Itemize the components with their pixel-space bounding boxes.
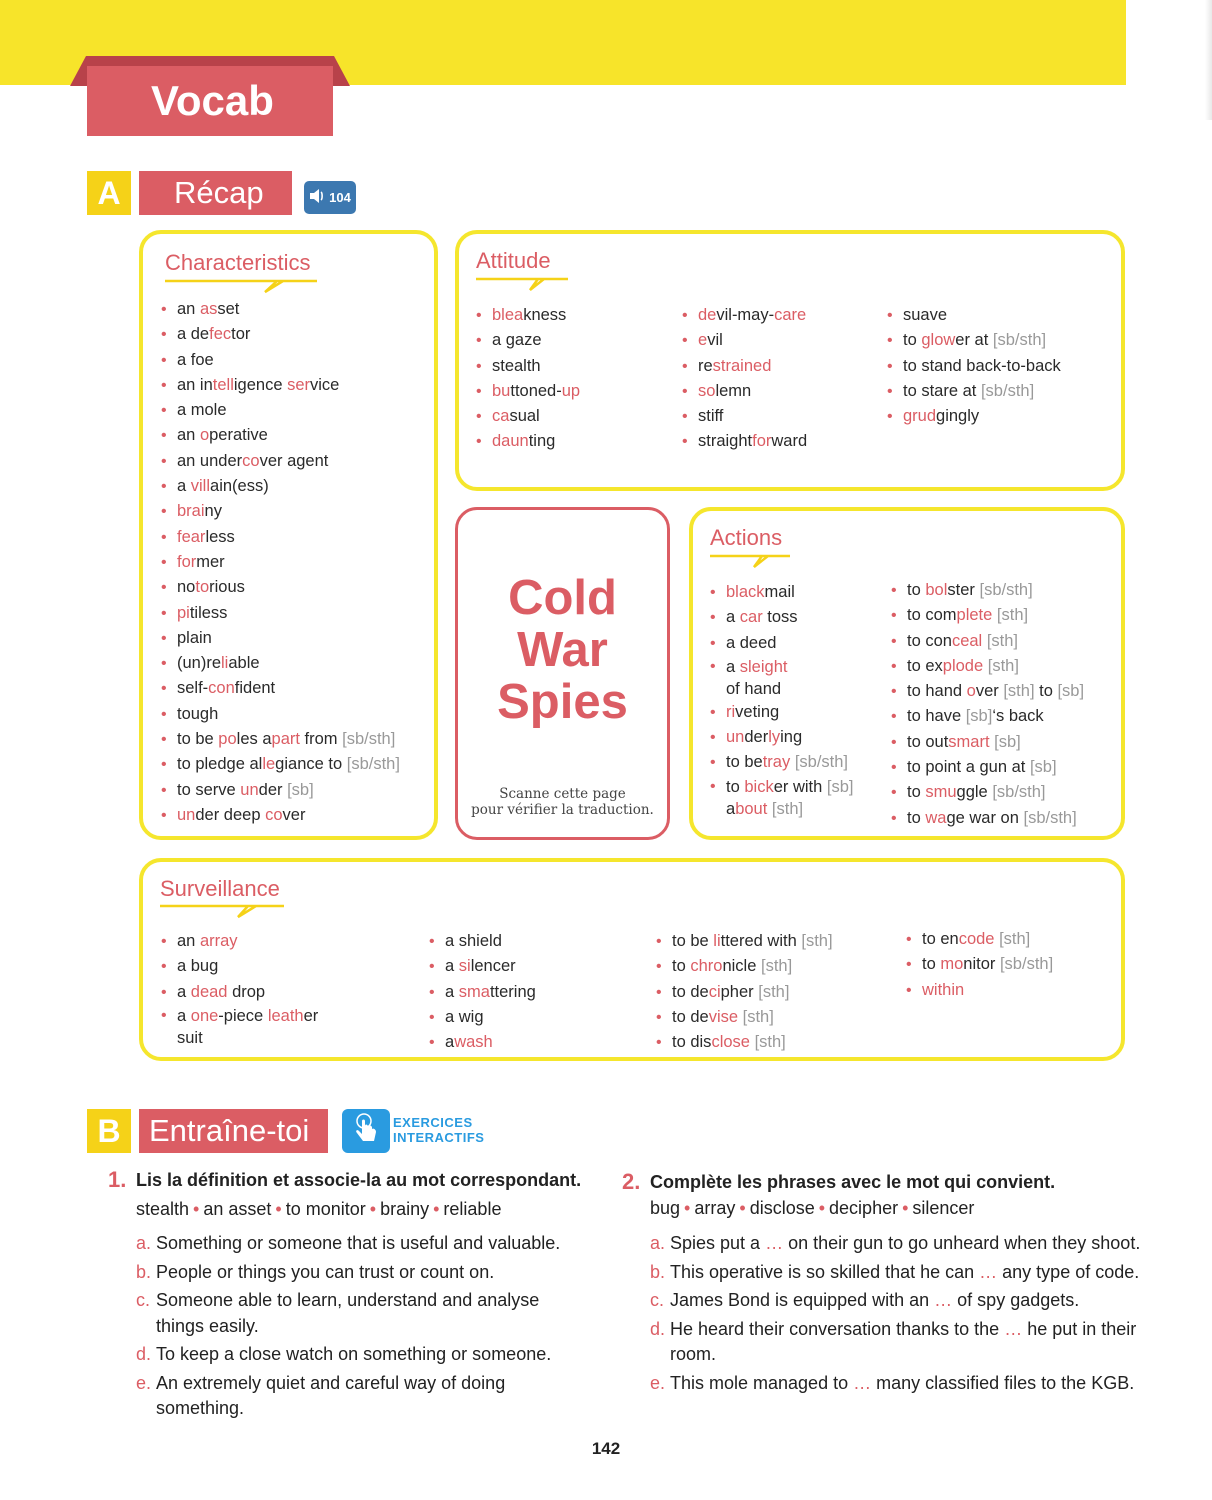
vocab-item: • self-confident: [161, 676, 400, 701]
characteristics-list: [161, 297, 400, 828]
vocab-item: • to pledge allegiance to [sb/sth]: [161, 752, 400, 777]
answer-gap[interactable]: …: [1004, 1318, 1023, 1339]
vocab-item: • to monitor [sb/sth]: [906, 952, 1053, 977]
exercise-1-number: 1.: [108, 1167, 127, 1192]
vocab-item: • to be poles apart from [sb/sth]: [161, 727, 400, 752]
vocab-item: • a one-piece leather suit: [161, 1005, 318, 1049]
vocab-item: • to stand back-to-back: [887, 354, 1061, 379]
attitude-title: Attitude: [476, 248, 551, 273]
word-bank-item: an asset: [203, 1199, 272, 1219]
exercise-item: e. An extremely quiet and careful way of doing something.: [136, 1372, 506, 1418]
answer-gap[interactable]: …: [765, 1233, 784, 1253]
exercise-2-number: 2.: [622, 1169, 641, 1194]
exercise-2-word-bank: bug • array • disclose • decipher • silencer: [650, 1198, 975, 1218]
vocab-item: • former: [161, 550, 400, 575]
actions-title: Actions: [710, 525, 783, 550]
actions-list-col2: [891, 578, 1084, 831]
vocab-item: • pitiless: [161, 601, 400, 626]
exercise-item: b. People or things you can trust or count on.: [136, 1261, 495, 1282]
vocab-item: • to hand over [sth] to [sb]: [891, 679, 1084, 704]
exercise-item: c. Someone able to learn, understand and analyse things easily.: [136, 1290, 540, 1336]
characteristics-underline: [165, 278, 325, 296]
vocab-item: • grudgingly: [887, 404, 1061, 429]
vocab-item: • a deed: [710, 631, 854, 656]
vocab-item: • to outsmart [sb]: [891, 730, 1084, 755]
vocab-item: • to have [sb]‘s back: [891, 704, 1084, 729]
characteristics-title: Characteristics: [165, 250, 311, 275]
vocab-item: • to point a gun at [sb]: [891, 755, 1084, 780]
vocab-item: • an undercover agent: [161, 449, 400, 474]
scan-note-line: Scanne cette page: [499, 786, 626, 802]
word-bank-item: brainy: [380, 1199, 430, 1219]
vocab-item: • straightforward: [682, 429, 807, 454]
vocab-item: • a mole: [161, 398, 400, 423]
page-title: Vocab: [87, 66, 333, 136]
actions-underline: [710, 553, 800, 571]
exercise-item: a. Spies put a … on their gun to go unheard when they shoot.: [650, 1233, 1141, 1253]
vocab-item: • under deep cover: [161, 803, 400, 828]
vocab-item: • to glower at [sb/sth]: [887, 328, 1061, 353]
word-bank-item: reliable: [443, 1199, 502, 1219]
vocab-item: • to devise [sth]: [656, 1005, 833, 1030]
vocab-item: • a car toss: [710, 605, 854, 630]
vocab-item: • to stare at [sb/sth]: [887, 379, 1061, 404]
surveillance-list-col2: [429, 929, 536, 1055]
exercise-item: c. James Bond is equipped with an … of spy gadgets.: [650, 1290, 1080, 1310]
vocab-item: • to conceal [sth]: [891, 629, 1084, 654]
title-line: Cold: [508, 571, 617, 625]
vocab-item: • an intelligence service: [161, 373, 400, 398]
vocab-item: • an operative: [161, 423, 400, 448]
cold-war-spies-card: [455, 507, 670, 840]
vocab-item: • riveting: [710, 700, 854, 725]
section-b-title: Entraîne-toi: [139, 1109, 328, 1153]
vocab-item: • to explode [sth]: [891, 654, 1084, 679]
scan-note-line: pour vérifier la traduction.: [471, 802, 654, 818]
vocab-item: • evil: [682, 328, 807, 353]
attitude-list-col3: [887, 303, 1061, 429]
audio-button[interactable]: [304, 181, 356, 214]
word-bank-item: stealth: [136, 1199, 190, 1219]
interactive-exercises-button[interactable]: [342, 1109, 390, 1153]
vocab-item: • tough: [161, 702, 400, 727]
vocab-item: • a foe: [161, 348, 400, 373]
vocab-item: • to serve under [sb]: [161, 778, 400, 803]
exercise-item: e. This mole managed to … many classified files to the KGB.: [650, 1372, 1135, 1393]
vocab-item: • stealth: [476, 354, 580, 379]
word-bank-item: array: [694, 1198, 736, 1218]
vocab-item: • a defector: [161, 322, 400, 347]
vocab-item: • plain: [161, 626, 400, 651]
vocab-item: • to disclose [sth]: [656, 1030, 833, 1055]
surveillance-list-col4: [906, 927, 1053, 1003]
vocab-item: • notorious: [161, 575, 400, 600]
vocab-item: • to chronicle [sth]: [656, 954, 833, 979]
surveillance-title: Surveillance: [160, 876, 280, 901]
vocab-item: • daunting: [476, 429, 580, 454]
vocab-item: • a villain(ess): [161, 474, 400, 499]
scan-note: [458, 786, 667, 818]
title-line: Spies: [497, 675, 628, 729]
vocab-item: • restrained: [682, 354, 807, 379]
actions-list-col1: [710, 580, 854, 820]
exercise-1-word-bank: stealth • an asset • to monitor • brainy • reliable: [136, 1199, 502, 1219]
attitude-list-col2: [682, 303, 807, 455]
vocab-item: • a silencer: [429, 954, 536, 979]
actions-box: [689, 507, 1125, 840]
vocab-item: • to wage war on [sb/sth]: [891, 806, 1084, 831]
vocab-item: • to bicker with [sb] about [sth]: [710, 776, 854, 820]
attitude-list-col1: [476, 303, 580, 455]
section-a-letter: A: [87, 171, 131, 215]
vocab-item: • to decipher [sth]: [656, 980, 833, 1005]
interactive-exercises-label[interactable]: [393, 1115, 484, 1145]
vocab-item: • a dead drop: [161, 980, 318, 1005]
vocab-item: • to betray [sb/sth]: [710, 750, 854, 775]
title-line: War: [517, 623, 608, 677]
word-bank-item: bug: [650, 1198, 681, 1218]
word-bank-item: silencer: [912, 1198, 975, 1218]
vocab-item: • stiff: [682, 404, 807, 429]
vocab-item: • to bolster [sb/sth]: [891, 578, 1084, 603]
surveillance-box: [139, 858, 1125, 1061]
page-edge-shadow: [1205, 0, 1212, 120]
exercise-1-items: [136, 1231, 586, 1425]
word-bank-item: decipher: [829, 1198, 899, 1218]
vocab-item: • a wig: [429, 1005, 536, 1030]
answer-gap[interactable]: …: [934, 1290, 953, 1310]
vocab-item: • a smattering: [429, 980, 536, 1005]
attitude-box: [455, 230, 1125, 491]
attitude-underline: [476, 276, 576, 294]
word-bank-item: disclose: [749, 1198, 815, 1218]
audio-track-number: 104: [329, 190, 351, 205]
exercise-2-instruction: Complète les phrases avec le mot qui convient.: [650, 1172, 1056, 1192]
answer-gap[interactable]: …: [979, 1261, 998, 1282]
vocab-item: • a shield: [429, 929, 536, 954]
interactive-label-line: EXERCICES: [393, 1115, 473, 1130]
vocab-item: • bleakness: [476, 303, 580, 328]
word-bank-item: to monitor: [285, 1199, 366, 1219]
section-b-letter: B: [87, 1109, 131, 1153]
vocab-item: • to smuggle [sb/sth]: [891, 780, 1084, 805]
vocab-item: • a gaze: [476, 328, 580, 353]
vocab-item: • a sleight of hand: [710, 656, 854, 700]
exercise-item: a. Something or someone that is useful and valuable.: [136, 1233, 561, 1253]
vocab-item: • devil-may-care: [682, 303, 807, 328]
vocab-item: • awash: [429, 1030, 536, 1055]
surveillance-underline: [160, 903, 290, 921]
page-number: 142: [591, 1439, 621, 1458]
vocab-item: • to encode [sth]: [906, 927, 1053, 952]
vocab-item: • to be littered with [sth]: [656, 929, 833, 954]
vocab-item: • within: [906, 978, 1053, 1003]
vocab-item: • underlying: [710, 725, 854, 750]
vocab-item: • a bug: [161, 954, 318, 979]
characteristics-box: [139, 230, 438, 840]
vocab-item: • casual: [476, 404, 580, 429]
surveillance-list-col1: [161, 929, 318, 1049]
exercise-item: d. He heard their conversation thanks to the … he put in their room.: [650, 1318, 1137, 1364]
vocab-item: • an asset: [161, 297, 400, 322]
exercise-item: d. To keep a close watch on something or someone.: [136, 1344, 552, 1364]
answer-gap[interactable]: …: [853, 1372, 872, 1393]
vocab-item: • an array: [161, 929, 318, 954]
vocab-item: • buttoned-up: [476, 379, 580, 404]
exercise-1-instruction: Lis la définition et associe-la au mot correspondant.: [136, 1170, 582, 1190]
vocab-item: • fearless: [161, 525, 400, 550]
vocab-item: • to complete [sth]: [891, 603, 1084, 628]
vocab-item: • (un)reliable: [161, 651, 400, 676]
cold-war-spies-title: [458, 572, 667, 728]
exercise-item: b. This operative is so skilled that he can … any type of code.: [650, 1261, 1140, 1282]
hand-pointer-icon: [351, 1112, 381, 1151]
vocab-item: • brainy: [161, 499, 400, 524]
section-a-title: Récap: [139, 171, 292, 215]
exercise-2-items: [650, 1231, 1150, 1399]
speaker-icon: [309, 188, 327, 207]
vocab-item: • solemn: [682, 379, 807, 404]
surveillance-list-col3: [656, 929, 833, 1055]
vocab-item: • suave: [887, 303, 1061, 328]
interactive-label-line: INTERACTIFS: [393, 1130, 485, 1145]
vocab-item: • blackmail: [710, 580, 854, 605]
